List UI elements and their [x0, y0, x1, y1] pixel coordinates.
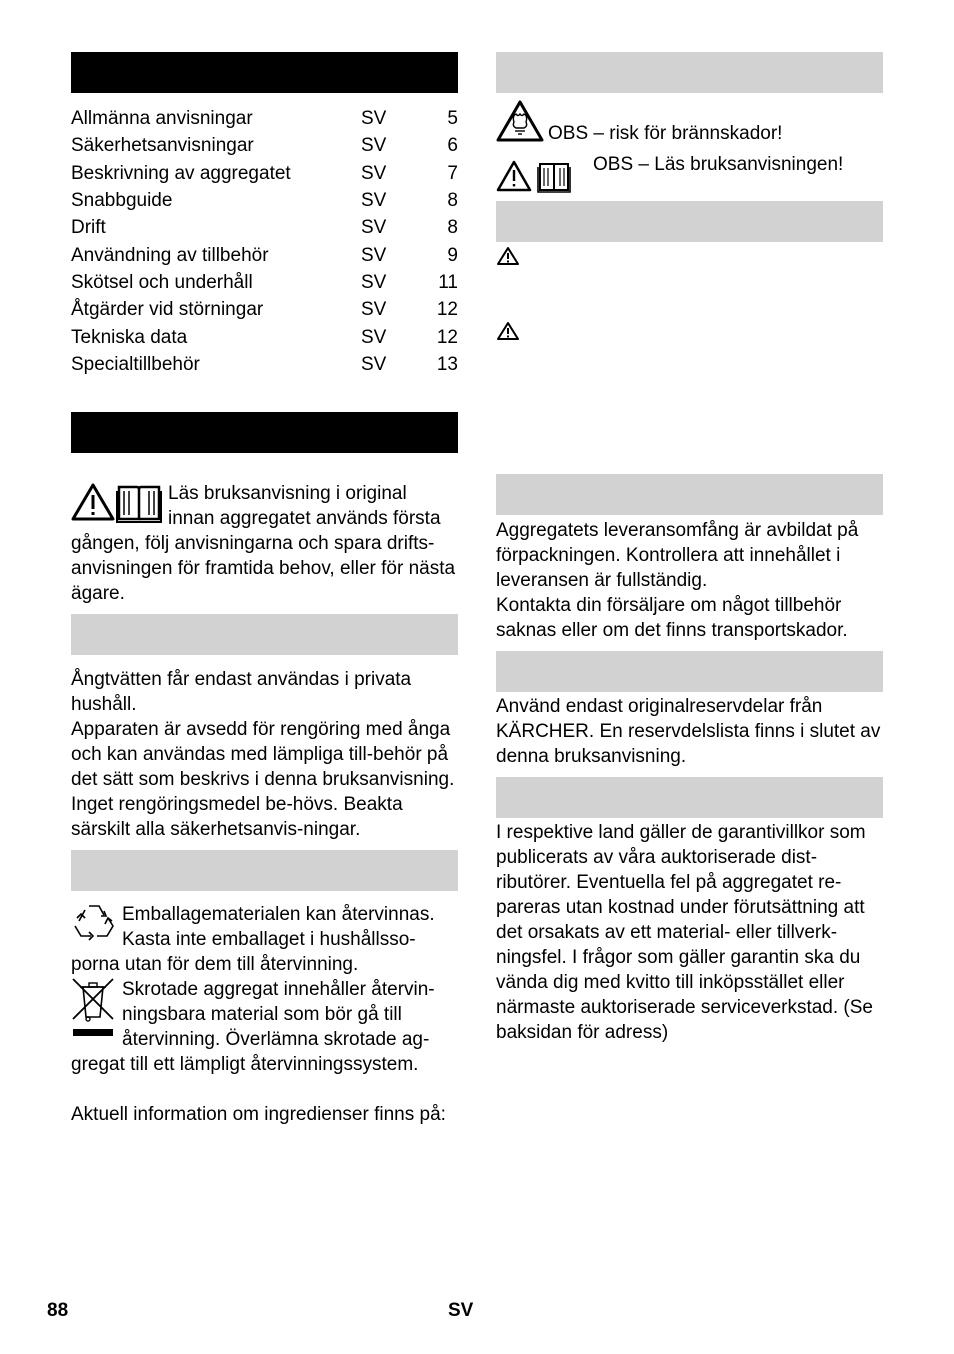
read-manual-text: gången, följ anvisningarna och spara drifts-anvisningen för framtida behov, eller för nästa ägare.	[71, 532, 456, 604]
warning-book-icon	[71, 481, 167, 525]
toc-row[interactable]: Skötsel och underhåll SV 11	[71, 271, 458, 293]
delivery-header-bar	[496, 474, 883, 515]
use-header-bar	[71, 614, 458, 655]
read-manual-block: Läs bruksanvisning i original innan aggregatet används första gången, följ anvisningarna och spara drifts-anvisningen för framtida behov, eller för nästa ägare.	[71, 481, 458, 606]
toc-row[interactable]: Åtgärder vid störningar SV 12	[71, 299, 458, 321]
crossed-bin-icon	[71, 977, 122, 1052]
hot-surface-warning-icon	[496, 100, 548, 144]
left-column	[71, 52, 458, 1127]
right-column	[496, 52, 883, 1045]
toc-row[interactable]: Snabbguide SV 8	[71, 190, 458, 212]
safety-block	[496, 242, 883, 474]
symbols-header-bar	[496, 52, 883, 93]
table-of-contents	[71, 105, 458, 378]
warranty-header-bar	[496, 777, 883, 818]
safety-header-bar	[496, 201, 883, 242]
toc-row[interactable]: Allmänna anvisningar SV 5	[71, 108, 458, 130]
environment-header-bar	[71, 850, 458, 891]
delivery-block: Aggregatets leveransomfång är avbildat på förpackningen. Kontrollera att innehållet i leveransen är fullständig. Kontakta din försäljare om något tillbehör saknas eller om det finns transportskador.	[496, 520, 859, 641]
general-header-bar	[71, 412, 458, 453]
toc-header-bar	[71, 52, 458, 93]
toc-row[interactable]: Drift SV 8	[71, 217, 458, 239]
warning-icon	[496, 246, 520, 273]
warranty-block: I respektive land gäller de garantivillkor som publicerats av våra auktoriserade dist-ributörer. Eventuella fel på aggregatet re-pareras utan kostnad under förutsättning att det orsakats av ett material- eller tillverk-ningsfel. I frågor som gäller garantin ska du vända dig med kvitto till inköpsstället eller närmaste auktoriserade serviceverkstad. (Se baksidan för adress)	[496, 822, 873, 1043]
toc-row[interactable]: Tekniska data SV 12	[71, 326, 458, 348]
burn-warning-row: OBS – risk för brännskador!	[496, 100, 883, 144]
toc-row[interactable]: Beskrivning av aggregatet SV 7	[71, 162, 458, 184]
intended-use-block: Ångtvätten får endast användas i privata hushåll. Apparaten är avsedd för rengöring med ånga och kan användas med lämpliga till-behör på det sätt som beskrivs i denna bruksanvisning. Inget rengöringsmedel be-hövs. Beakta särskilt alla säkerhetsanvis-ningar.	[71, 668, 455, 840]
toc-row[interactable]: Specialtillbehör SV 13	[71, 353, 458, 375]
warning-icon	[496, 321, 520, 348]
recycle-icon	[71, 902, 122, 952]
toc-row[interactable]: Säkerhetsanvisningar SV 6	[71, 135, 458, 157]
spare-parts-header-bar	[496, 651, 883, 692]
footer-language: SV	[448, 1300, 474, 1321]
warning-book-icon	[496, 160, 593, 196]
toc-row[interactable]: Användning av tillbehör SV 9	[71, 244, 458, 266]
page-number: 88	[47, 1300, 69, 1321]
environment-block: Emballagematerialen kan återvinnas. Kasta inte emballaget i hushållsso-porna utan för dem till återvinning. Skrotade aggregat innehåller återvin-ningsbara material som bör gå till återvinning. Överlämna skrotade ag-gregat till ett lämpligt återvinningssystem. Aktuell information om ingredienser finns på:	[71, 903, 446, 1125]
spare-parts-block: Använd endast originalreservdelar från KÄRCHER. En reservdelslista finns i slutet av denna bruksanvisning.	[496, 696, 881, 767]
read-manual-row: OBS – Läs bruksanvisningen!	[496, 152, 883, 196]
